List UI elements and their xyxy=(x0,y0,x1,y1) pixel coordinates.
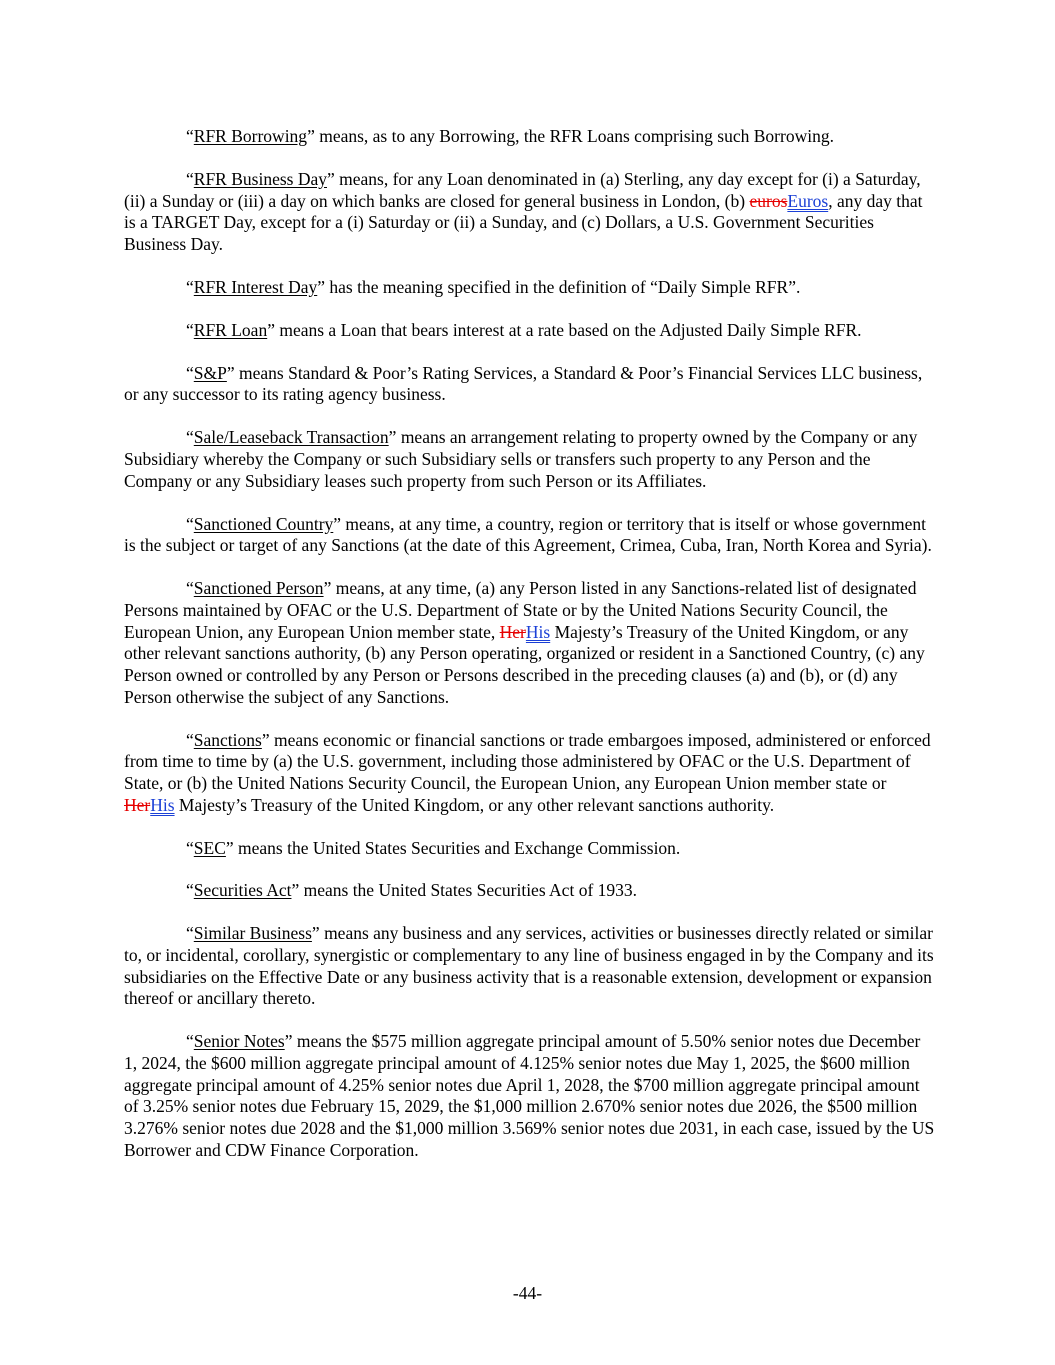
open-quote: “ xyxy=(186,729,194,750)
definition-text: ” means, for any Loan denominated in (a) Sterling, any day except for (i) a Saturday, (ii) a Sunday or (iii) a day on which banks are closed for general business in London, (b) xyxy=(124,168,921,211)
definition-sp xyxy=(124,363,936,406)
defined-term: Similar Business xyxy=(193,923,312,944)
deleted-text: Her xyxy=(499,621,526,642)
defined-term: RFR Borrowing xyxy=(193,126,308,146)
defined-term: Sanctioned Person xyxy=(193,578,324,599)
page-number: -44- xyxy=(512,1283,543,1303)
open-quote: “ xyxy=(186,578,194,599)
definition-text: ” means, at any time, a country, region or territory that is itself or whose government is the subject or target of any Sanctions (at the date of this Agreement, Crimea, Cuba, Iran, North Korea and Syria). xyxy=(124,513,932,556)
definition-sale-leaseback xyxy=(124,427,936,492)
open-quote: “ xyxy=(186,923,194,944)
definition-text: , any day that is a TARGET Day, except for a (i) Saturday or (ii) a Sunday, and (c) Dollars, a U.S. Government Securities Business Day. xyxy=(124,190,923,254)
deleted-text: Her xyxy=(124,794,151,815)
open-quote: “ xyxy=(186,513,194,534)
open-quote: “ xyxy=(186,276,194,297)
open-quote: “ xyxy=(186,319,194,340)
deleted-text: euros xyxy=(749,190,788,211)
definition-text: ” means the United States Securities Act of 1933. xyxy=(291,880,638,901)
inserted-text: Euros xyxy=(787,190,829,211)
open-quote: “ xyxy=(186,168,194,189)
open-quote: “ xyxy=(186,837,194,858)
open-quote: “ xyxy=(186,880,194,901)
definition-text: ” means the $575 million aggregate principal amount of 5.50% senior notes due December 1, 2024, the $600 million aggregate principal amount of 4.125% senior notes due May 1, 2025, the $600 million aggregate principal amount of 4.25% senior notes due April 1, 2028, the $700 million aggregate principal amount of 3.25% senior notes due February 15, 2029, the $1,000 million 2.670% senior notes due 2026, the $500 million 3.276% senior notes due 2028 and the $1,000 million 3.569% senior notes due 2031, in each case, issued by the US Borrower and CDW Finance Corporation. xyxy=(124,1031,935,1160)
open-quote: “ xyxy=(186,126,194,146)
definition-similar-business xyxy=(124,923,936,1010)
definition-text: ” has the meaning specified in the definition of “Daily Simple RFR”. xyxy=(317,276,801,297)
inserted-text: His xyxy=(150,794,175,815)
defined-term: Senior Notes xyxy=(193,1031,285,1052)
definition-sanctioned-person xyxy=(124,578,936,708)
inserted-text: His xyxy=(525,621,551,642)
defined-term: SEC xyxy=(193,837,226,858)
definition-senior-notes xyxy=(124,1031,936,1161)
definition-rfr-business-day xyxy=(124,169,936,256)
definition-sanctions xyxy=(124,730,936,817)
definition-text: ” means Standard & Poor’s Rating Services, a Standard & Poor’s Financial Services LLC business, or any successor to its rating agency business. xyxy=(124,362,923,405)
defined-term: S&P xyxy=(193,362,227,383)
definition-rfr-borrowing xyxy=(124,126,936,148)
defined-term: Sale/Leaseback Transaction xyxy=(193,427,389,448)
definition-sanctioned-country xyxy=(124,514,936,557)
definition-sec xyxy=(124,838,936,860)
definition-securities-act xyxy=(124,880,936,902)
defined-term: RFR Interest Day xyxy=(193,276,318,297)
open-quote: “ xyxy=(186,1031,194,1052)
open-quote: “ xyxy=(186,427,194,448)
definition-text: ” means the United States Securities and Exchange Commission. xyxy=(225,837,681,858)
definition-text: ” means any business and any services, activities or businesses directly related or similar to, or incidental, corollary, synergistic or complementary to any line of business engaged in by the Company and its subsidiaries on the Effective Date or any business activity that is a reasonable extension, development or expansion thereof or ancillary thereto. xyxy=(124,923,934,1009)
defined-term: Sanctions xyxy=(193,729,262,750)
open-quote: “ xyxy=(186,362,194,383)
definition-text: Majesty’s Treasury of the United Kingdom, or any other relevant sanctions authority, (b) any Person operating, organized or resident in a Sanctioned Country, (c) any Person owned or controlled by any Person or Persons described in the preceding clauses (a) and (b), or (d) any Person otherwise the subject of any Sanctions. xyxy=(124,621,925,707)
defined-term: Sanctioned Country xyxy=(193,513,334,534)
definition-rfr-loan xyxy=(124,320,936,342)
definition-text: ” means, as to any Borrowing, the RFR Loans comprising such Borrowing. xyxy=(307,126,834,146)
definition-text: ” means a Loan that bears interest at a rate based on the Adjusted Daily Simple RFR. xyxy=(267,319,862,340)
definition-rfr-interest-day xyxy=(124,277,936,299)
definition-text: ” means an arrangement relating to property owned by the Company or any Subsidiary whereby the Company or such Subsidiary sells or transfers such property to any Person and the Company or any Subsidiary leases such property from such Person or its Affiliates. xyxy=(124,427,918,491)
definition-text: ” means economic or financial sanctions or trade embargoes imposed, administered or enforced from time to time by (a) the U.S. government, including those administered by OFAC or the U.S. Department of State, or (b) the United Nations Security Council, the European Union, any European Union member state or xyxy=(124,729,931,793)
defined-term: RFR Loan xyxy=(193,319,268,340)
definition-text: Majesty’s Treasury of the United Kingdom, or any other relevant sanctions authority. xyxy=(174,794,775,815)
defined-term: RFR Business Day xyxy=(193,168,327,189)
document-page xyxy=(124,126,936,1183)
definition-text: ” means, at any time, (a) any Person listed in any Sanctions-related list of designated Persons maintained by OFAC or the U.S. Department of State or by the United Nations Security Council, the European Union, any European Union member state, xyxy=(124,578,917,642)
defined-term: Securities Act xyxy=(193,880,292,901)
